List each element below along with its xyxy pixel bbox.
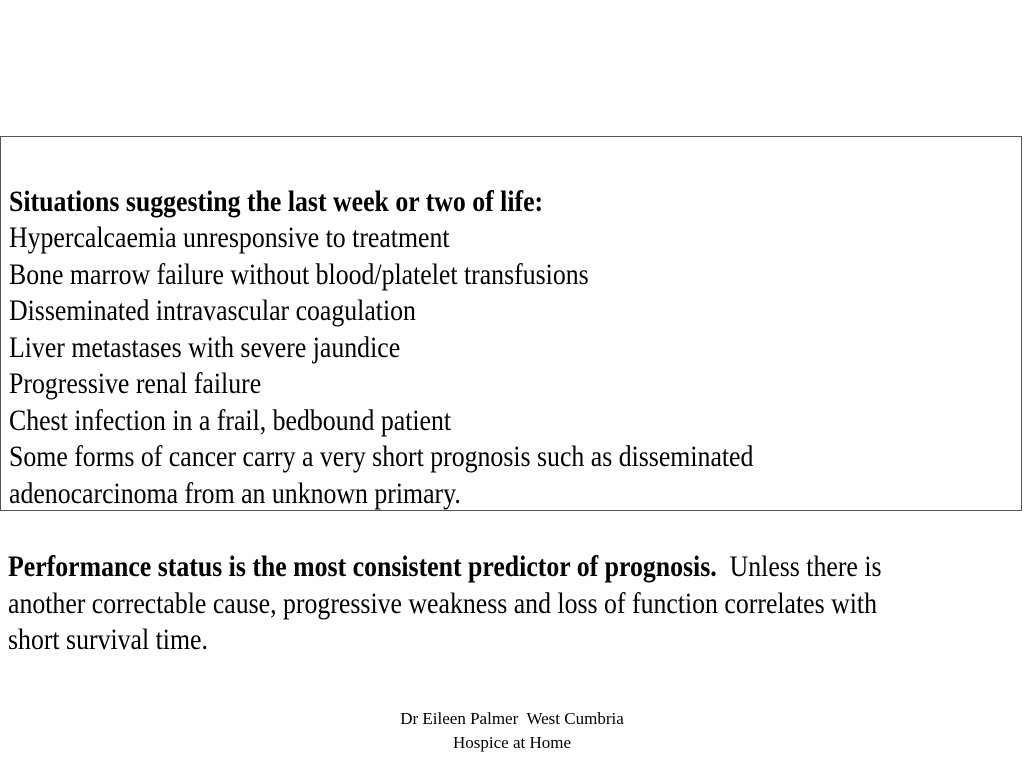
performance-status-paragraph: [8, 549, 1006, 659]
paragraph-bold-statement: Performance status is the most consistent predictor of prognosis.: [8, 550, 717, 583]
paragraph-line-3: short survival time.: [8, 623, 208, 656]
paragraph-line-2: another correctable cause, progressive weakness and loss of function correlates with: [8, 586, 877, 620]
box-line: Some forms of cancer carry a very short prognosis such as disseminated: [9, 440, 754, 473]
box-line: Disseminated intravascular coagulation: [9, 294, 416, 327]
box-heading: Situations suggesting the last week or two of life:: [9, 185, 544, 218]
box-line: Progressive renal failure: [9, 367, 262, 400]
prognosis-box-content: [9, 184, 1007, 512]
footer-line-1: Dr Eileen Palmer West Cumbria: [400, 709, 624, 728]
box-line: adenocarcinoma from an unknown primary.: [9, 476, 461, 510]
box-line: Chest infection in a frail, bedbound patient: [9, 403, 452, 437]
footer-credit: [360, 707, 664, 755]
prognosis-box: [0, 136, 1022, 511]
box-line: Bone marrow failure without blood/platelet transfusions: [9, 257, 589, 291]
box-line: Hypercalcaemia unresponsive to treatment: [9, 221, 450, 254]
paragraph-line: [8, 549, 1006, 586]
paragraph-line-1-rest: Unless there is: [729, 550, 882, 583]
footer-line-2: Hospice at Home: [452, 733, 572, 752]
box-line: Liver metastases with severe jaundice: [9, 330, 401, 364]
